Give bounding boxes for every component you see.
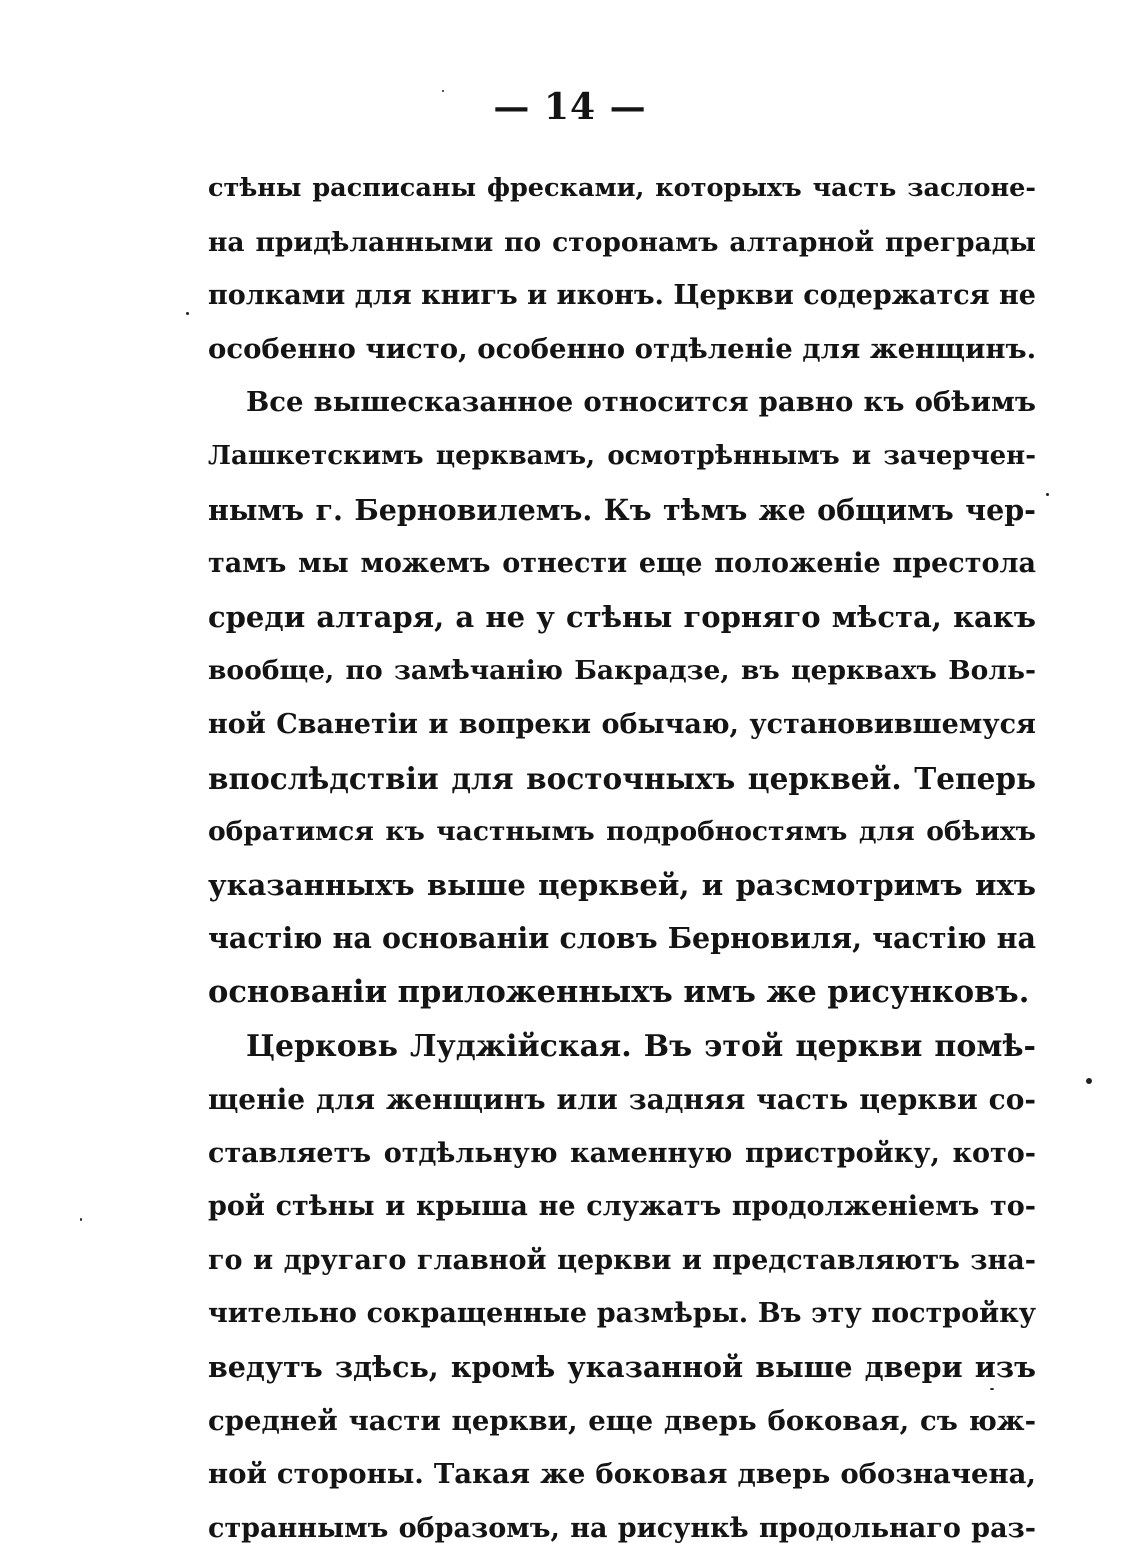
text-line: особенно чисто, особенно отдѣленіе для женщинъ. <box>208 332 1037 365</box>
text-line: чительно сокращенные размѣры. Въ эту постройку <box>208 1298 1036 1330</box>
text-line: обратимся къ частнымъ подробностямъ для обѣихъ <box>208 816 1036 848</box>
text-line: полками для книгъ и иконъ. Церкви содержатся не <box>208 280 1036 312</box>
scan-speck <box>990 1388 994 1390</box>
text-line: ной Сванетіи и вопреки обычаю, установившемуся <box>208 708 1036 740</box>
text-line: го и другаго главной церкви и представляютъ зна- <box>208 1244 1036 1276</box>
text-line: ной стороны. Такая же боковая дверь обозначена, <box>208 1458 1036 1491</box>
text-line: средней части церкви, еще дверь боковая, съ юж- <box>208 1404 1036 1437</box>
scan-speck <box>186 312 189 315</box>
body-text <box>208 162 1036 1555</box>
text-line: рой стѣны и крыша не служатъ продолженіемъ то- <box>208 1191 1036 1223</box>
scan-speck <box>442 90 444 92</box>
text-line: Все вышесказанное относится равно къ обѣимъ <box>246 386 1036 419</box>
text-line: частію на основаніи словъ Берновиля, частію на <box>208 921 1036 956</box>
text-line: ведутъ здѣсь, кромѣ указанной выше двери изъ <box>208 1350 1036 1385</box>
scan-speck <box>80 1218 82 1221</box>
text-line: на придѣланными по сторонамъ алтарной преграды <box>208 226 1036 258</box>
scan-speck <box>1046 493 1049 496</box>
text-line: Церковь Луджійская. Въ этой церкви помѣ- <box>246 1028 1036 1064</box>
text-line: ставляетъ отдѣльную каменную пристройку, кото- <box>208 1137 1036 1169</box>
text-line: щеніе для женщинъ или задняя часть церкви со- <box>208 1083 1036 1117</box>
text-line: указанныхъ выше церквей, и разсмотримъ ихъ <box>208 867 1036 902</box>
text-line: стѣны расписаны фресками, которыхъ часть заслоне- <box>208 173 1036 203</box>
text-line: основаніи приложенныхъ имъ же рисунковъ. <box>208 973 1030 1010</box>
text-line: среди алтаря, а не у стѣны горняго мѣста, какъ <box>208 599 1036 634</box>
text-line: Лашкетскимъ церквамъ, осмотрѣннымъ и зачерчен- <box>208 440 1036 471</box>
text-line: впослѣдствіи для восточныхъ церквей. Теперь <box>208 760 1036 796</box>
text-line: нымъ г. Берновилемъ. Къ тѣмъ же общимъ чер- <box>208 492 1036 527</box>
scan-speck <box>1086 1078 1092 1084</box>
text-line: тамъ мы можемъ отнести еще положеніе престола <box>208 548 1036 580</box>
page-number: — 14 — <box>493 86 647 128</box>
text-line: страннымъ образомъ, на рисункѣ продольнаго раз- <box>208 1512 1036 1544</box>
text-line: вообще, по замѣчанію Бакрадзе, въ церквахъ Воль- <box>208 655 1036 687</box>
